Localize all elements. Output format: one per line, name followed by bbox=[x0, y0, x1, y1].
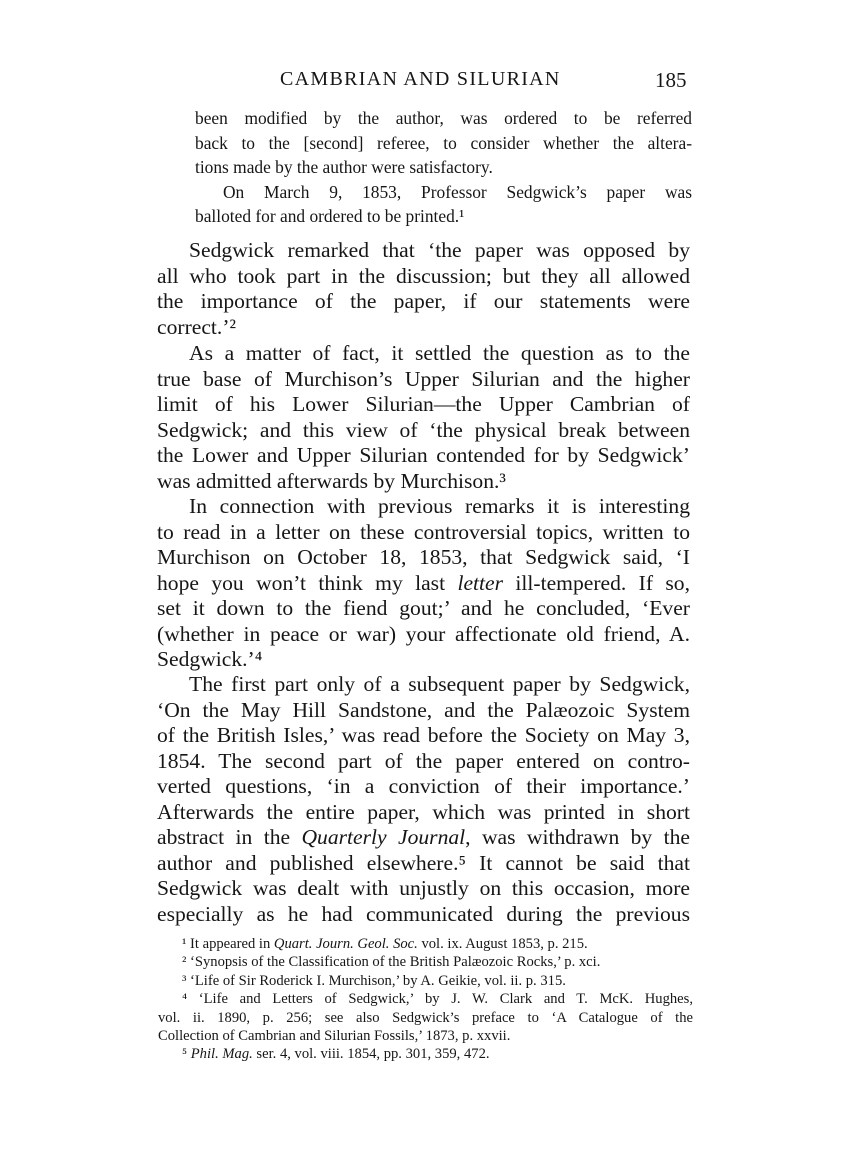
text-line: set it down to the fiend gout;’ and he concluded, ‘Ever bbox=[157, 596, 690, 620]
journal-title: Quarterly Journal bbox=[301, 825, 466, 849]
text-line: verted questions, ‘in a conviction of their importance.’ bbox=[157, 774, 690, 798]
footnote-4-cont: Collection of Cambrian and Silurian Fossils,’ 1873, p. xxvii. bbox=[158, 1027, 511, 1044]
text-line: The first part only of a subsequent paper by Sedgwick, bbox=[189, 672, 690, 696]
text-line: ‘On the May Hill Sandstone, and the Palæozoic System bbox=[157, 697, 690, 722]
paragraph-sedgwick-remark bbox=[157, 238, 690, 340]
text-run: , was withdrawn by the bbox=[465, 825, 690, 849]
footnote-3: ³ ‘Life of Sir Roderick I. Murchison,’ by A. Geikie, vol. ii. p. 315. bbox=[182, 972, 566, 989]
text-line: In connection with previous remarks it is interesting bbox=[189, 494, 690, 518]
paragraph-matter-of-fact bbox=[157, 341, 690, 494]
paragraph-may-hill bbox=[157, 672, 690, 927]
text-line: Sedgwick; and this view of ‘the physical break between bbox=[157, 417, 690, 442]
journal-title: Phil. Mag. bbox=[190, 1046, 253, 1063]
text-line: Sedgwick was dealt with unjustly on this occasion, more bbox=[157, 876, 690, 900]
paragraph-letter bbox=[157, 494, 690, 673]
text-line: Sedgwick remarked that ‘the paper was opposed by bbox=[189, 238, 690, 262]
text-run: vol. ix. August 1853, p. 215. bbox=[417, 936, 588, 952]
text-line bbox=[157, 825, 690, 851]
text-line: to read in a letter on these controversial topics, written to bbox=[157, 519, 690, 544]
text-line: limit of his Lower Silurian—the Upper Cambrian of bbox=[157, 392, 690, 416]
text-line: was admitted afterwards by Murchison.³ bbox=[157, 468, 506, 493]
text-run: ill-tempered. If so, bbox=[503, 570, 690, 595]
text-line: all who took part in the discussion; but they all allowed bbox=[157, 263, 690, 288]
text-line: true base of Murchison’s Upper Silurian and the higher bbox=[157, 366, 690, 391]
text-line: balloted for and ordered to be printed.¹ bbox=[195, 206, 465, 227]
page-number: 185 bbox=[655, 68, 687, 92]
text-line: correct.’² bbox=[157, 314, 236, 339]
text-run: abstract in the bbox=[157, 825, 302, 849]
text-line: been modified by the author, was ordered to be referred bbox=[195, 108, 692, 128]
running-title: CAMBRIAN AND SILURIAN bbox=[280, 68, 561, 90]
text-run: ¹ It appeared in bbox=[182, 936, 274, 952]
footnotes bbox=[158, 935, 693, 1064]
footnote-5 bbox=[158, 1045, 693, 1063]
text-line bbox=[157, 571, 690, 597]
footnote-4-cont: vol. ii. 1890, p. 256; see also Sedgwick’s preface to ‘A Catalogue of the bbox=[158, 1009, 693, 1026]
text-line: the importance of the paper, if our statements were bbox=[157, 289, 690, 313]
footnote-4: ⁴ ‘Life and Letters of Sedgwick,’ by J. W. Clark and T. McK. Hughes, bbox=[182, 991, 693, 1008]
text-line: (whether in peace or war) your affectionate old friend, A. bbox=[157, 621, 690, 646]
text-line: Afterwards the entire paper, which was printed in short bbox=[157, 799, 690, 824]
text-line: tions made by the author were satisfactory. bbox=[195, 157, 493, 178]
footnote-1 bbox=[158, 935, 693, 953]
text-line: Murchison on October 18, 1853, that Sedgwick said, ‘I bbox=[157, 545, 690, 569]
text-line: back to the [second] referee, to consider whether the altera- bbox=[195, 132, 692, 153]
text-run: ⁵ bbox=[182, 1046, 191, 1063]
text-line: Sedgwick.’⁴ bbox=[157, 647, 263, 671]
footnote-2: ² ‘Synopsis of the Classification of the British Palæozoic Rocks,’ p. xci. bbox=[182, 954, 601, 971]
text-run: ser. 4, vol. viii. 1854, pp. 301, 359, 472. bbox=[252, 1046, 490, 1063]
text-line: 1854. The second part of the paper entered on contro- bbox=[157, 748, 690, 773]
text-line: the Lower and Upper Silurian contended for by Sedgwick’ bbox=[157, 443, 690, 467]
page-header bbox=[0, 60, 850, 100]
italic-word: letter bbox=[457, 570, 504, 595]
text-line: On March 9, 1853, Professor Sedgwick’s paper was bbox=[223, 181, 692, 202]
journal-title: Quart. Journ. Geol. Soc. bbox=[273, 936, 418, 952]
text-run: hope you won’t think my last bbox=[157, 570, 458, 595]
text-line: especially as he had communicated during the previous bbox=[157, 901, 690, 926]
text-line: of the British Isles,’ was read before the Society on May 3, bbox=[157, 723, 690, 747]
text-line: author and published elsewhere.⁵ It cannot be said that bbox=[157, 850, 690, 875]
text-line: As a matter of fact, it settled the question as to the bbox=[189, 341, 690, 365]
quoted-minutes bbox=[195, 106, 692, 229]
